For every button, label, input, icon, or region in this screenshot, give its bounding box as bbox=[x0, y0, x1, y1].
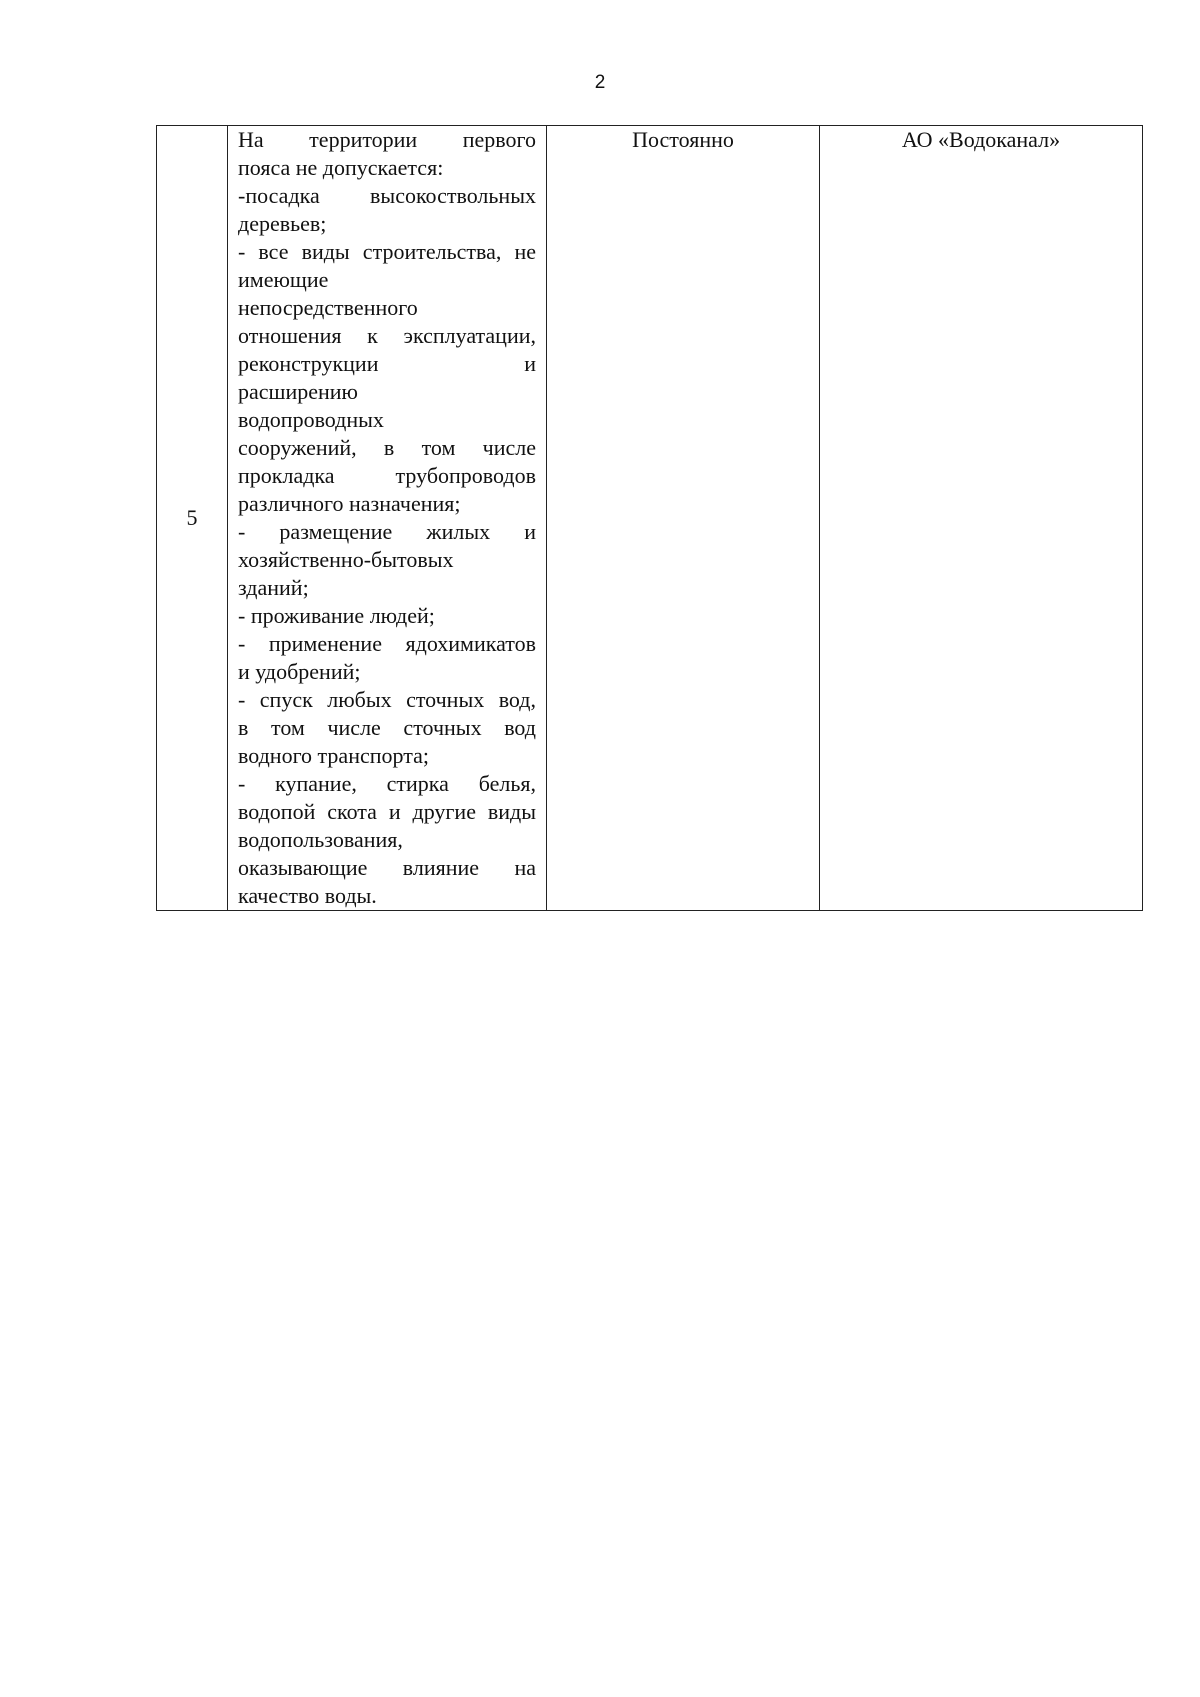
description-line: водопроводных bbox=[238, 407, 384, 432]
description-line: хозяйственно-бытовых bbox=[238, 547, 454, 572]
term-cell bbox=[547, 126, 820, 911]
description-line: и удобрений; bbox=[238, 659, 361, 684]
description-line: реконструкции и bbox=[238, 351, 536, 376]
responsible-text: АО «Водоканал» bbox=[901, 127, 1061, 152]
description-line: сооружений, в том числе bbox=[238, 435, 536, 460]
description-line: - все виды строительства, не bbox=[238, 239, 536, 264]
term-text: Постоянно bbox=[632, 127, 734, 152]
measures-table bbox=[156, 125, 1143, 911]
responsible-cell bbox=[820, 126, 1143, 911]
description-cell bbox=[228, 126, 547, 911]
description-line: пояса не допускается: bbox=[238, 155, 444, 180]
description-line: - применение ядохимикатов bbox=[238, 631, 536, 656]
description-line: оказывающие влияние на bbox=[238, 855, 536, 880]
description-line: зданий; bbox=[238, 575, 309, 600]
description-line: - спуск любых сточных вод, bbox=[238, 687, 536, 712]
description-text bbox=[238, 126, 536, 910]
row-number: 5 bbox=[186, 505, 198, 530]
description-line: различного назначения; bbox=[238, 491, 461, 516]
page-number: 2 bbox=[594, 72, 606, 93]
description-line: водного транспорта; bbox=[238, 743, 429, 768]
row-number-cell bbox=[157, 126, 228, 911]
description-line: водопользования, bbox=[238, 827, 403, 852]
description-line: прокладка трубопроводов bbox=[238, 463, 536, 488]
description-line: отношения к эксплуатации, bbox=[238, 323, 536, 348]
description-line: качество воды. bbox=[238, 883, 377, 908]
description-line: непосредственного bbox=[238, 295, 418, 320]
description-line: - размещение жилых и bbox=[238, 519, 536, 544]
description-line: расширению bbox=[238, 379, 358, 404]
description-line: деревьев; bbox=[238, 211, 327, 236]
table-row bbox=[157, 126, 1143, 911]
description-line: водопой скота и другие виды bbox=[238, 799, 536, 824]
description-line: в том числе сточных вод bbox=[238, 715, 536, 740]
description-line: - купание, стирка белья, bbox=[238, 771, 536, 796]
description-line: имеющие bbox=[238, 267, 329, 292]
description-line: - проживание людей; bbox=[238, 603, 435, 628]
description-line: -посадка высокоствольных bbox=[238, 183, 536, 208]
description-line: На территории первого bbox=[238, 127, 536, 152]
